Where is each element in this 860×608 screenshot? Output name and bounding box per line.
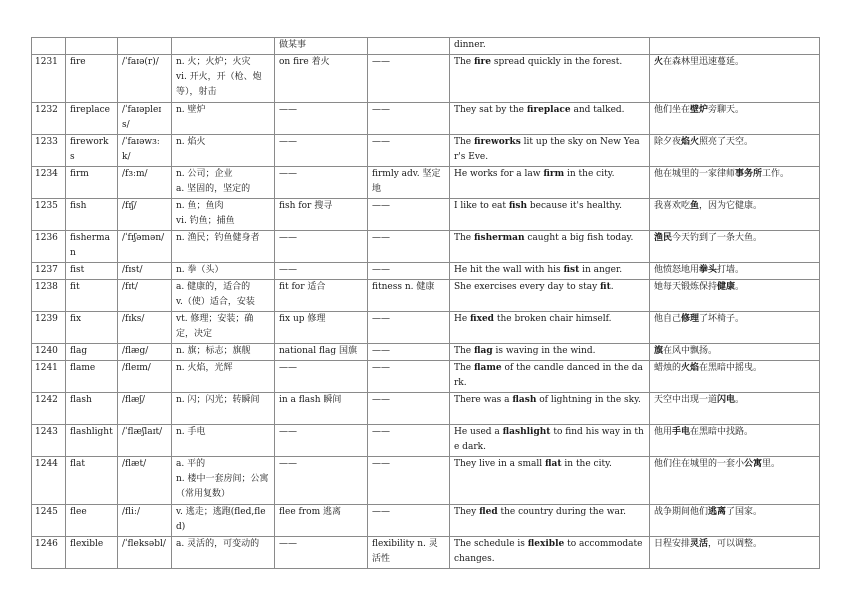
cell-derivative: ——: [368, 135, 450, 167]
cell-phonetic: [118, 38, 172, 55]
cell-phrase: ——: [275, 537, 368, 569]
table-row: [32, 167, 820, 199]
cell-translation: [650, 103, 820, 135]
translation-text: 。: [735, 395, 745, 405]
cell-phrase: flee from 逃离: [275, 505, 368, 537]
cell-example: [450, 231, 650, 263]
cell-definition: a. 平的 n. 楼中一套房间；公寓（常用复数）: [172, 457, 275, 505]
cell-definition: n. 渔民；钓鱼健身者: [172, 231, 275, 263]
translation-text: 在黑暗中摇曳。: [699, 363, 763, 373]
cell-phonetic: /ˈfaɪəpleɪs/: [118, 103, 172, 135]
example-text: The: [454, 363, 474, 373]
cell-derivative: ——: [368, 312, 450, 344]
translation-text: 我喜欢吃: [654, 201, 691, 211]
cell-word: flexible: [66, 537, 118, 569]
table-row: [32, 344, 820, 361]
cell-translation: [650, 457, 820, 505]
cell-phonetic: /ˈfaɪəwɜːk/: [118, 135, 172, 167]
cell-derivative: ——: [368, 103, 450, 135]
translation-text: 。: [735, 282, 745, 292]
cell-word: flashlight: [66, 425, 118, 457]
cell-phonetic: /fleɪm/: [118, 361, 172, 393]
translation-text: 在风中飘扬。: [663, 346, 718, 356]
translation-text: 了坏椅子。: [699, 314, 745, 324]
cell-phrase: ——: [275, 361, 368, 393]
cell-num: 1240: [32, 344, 66, 361]
example-text: He hit the wall with his: [454, 265, 564, 275]
cell-definition: n. 火焰，光辉: [172, 361, 275, 393]
translation-text: 在森林里迅速蔓延。: [663, 57, 745, 67]
cell-num: 1244: [32, 457, 66, 505]
cell-phrase: ——: [275, 167, 368, 199]
cell-word: flame: [66, 361, 118, 393]
translation-text: ，可以调整。: [708, 539, 763, 549]
translation-keyword: 闪电: [717, 395, 736, 405]
table-row: [32, 280, 820, 312]
example-keyword: firm: [543, 169, 565, 179]
example-text: There was a: [454, 395, 513, 405]
example-keyword: flash: [512, 395, 537, 405]
cell-word: flash: [66, 393, 118, 425]
table-row: [32, 103, 820, 135]
cell-num: 1239: [32, 312, 66, 344]
example-text: the country during the war.: [497, 507, 627, 517]
cell-definition: a. 健康的，适合的 v.（使）适合，安装: [172, 280, 275, 312]
example-text: is waving in the wind.: [492, 346, 596, 356]
cell-translation: [650, 361, 820, 393]
cell-definition: n. 壁炉: [172, 103, 275, 135]
table-row: [32, 135, 820, 167]
cell-definition: n. 闪；闪光；转瞬间: [172, 393, 275, 425]
cell-definition: n. 火；火炉；火灾 vi. 开火，开（枪、炮等），射击: [172, 55, 275, 103]
cell-derivative: ——: [368, 425, 450, 457]
cell-definition: a. 灵活的，可变动的: [172, 537, 275, 569]
example-keyword: fish: [508, 201, 528, 211]
cell-example: [450, 280, 650, 312]
cell-phrase: in a flash 瞬间: [275, 393, 368, 425]
translation-keyword: 渔民: [654, 233, 673, 243]
cell-derivative: ——: [368, 344, 450, 361]
cell-word: firm: [66, 167, 118, 199]
vocabulary-table-body: [32, 38, 820, 569]
example-text: to accommodate changes.: [454, 539, 643, 564]
translation-text: 工作。: [762, 169, 790, 179]
cell-word: fireworks: [66, 135, 118, 167]
example-keyword: fled: [479, 507, 498, 517]
cell-example: [450, 55, 650, 103]
cell-phonetic: /flæg/: [118, 344, 172, 361]
cell-num: 1241: [32, 361, 66, 393]
example-text: and talked.: [570, 105, 625, 115]
cell-word: fist: [66, 263, 118, 280]
cell-translation: [650, 199, 820, 231]
example-text: The: [454, 346, 474, 356]
translation-keyword: 事务所: [735, 169, 763, 179]
cell-derivative: ——: [368, 505, 450, 537]
translation-text: 她每天锻炼保持: [654, 282, 718, 292]
example-text: The: [454, 57, 474, 67]
translation-text: 里。: [762, 459, 781, 469]
table-row: [32, 55, 820, 103]
example-keyword: fixed: [470, 314, 494, 324]
cell-translation: [650, 505, 820, 537]
example-keyword: flame: [474, 363, 502, 373]
cell-phonetic: /fɪʃ/: [118, 199, 172, 231]
example-keyword: flat: [545, 459, 562, 469]
example-text: She exercises every day to stay: [454, 282, 601, 292]
translation-keyword: 公寓: [744, 459, 763, 469]
cell-phonetic: /fɪt/: [118, 280, 172, 312]
table-row: [32, 393, 820, 425]
cell-translation: [650, 425, 820, 457]
example-text: He: [454, 314, 471, 324]
cell-word: fit: [66, 280, 118, 312]
cell-phrase: ——: [275, 135, 368, 167]
table-row: [32, 231, 820, 263]
table-row: [32, 425, 820, 457]
translation-text: 除夕夜: [654, 137, 682, 147]
cell-definition: [172, 38, 275, 55]
table-row: [32, 199, 820, 231]
translation-keyword: 火焰: [681, 363, 700, 373]
cell-phonetic: /fɪst/: [118, 263, 172, 280]
cell-definition: n. 鱼；鱼肉 vi. 钓鱼；捕鱼: [172, 199, 275, 231]
cell-phrase: ——: [275, 103, 368, 135]
cell-example: [450, 425, 650, 457]
cell-phrase: fix up 修理: [275, 312, 368, 344]
example-text: the broken chair himself.: [493, 314, 612, 324]
translation-text: 战争期间他们: [654, 507, 709, 517]
translation-text: 今天钓到了一条大鱼。: [672, 233, 763, 243]
cell-translation: [650, 312, 820, 344]
cell-num: 1236: [32, 231, 66, 263]
cell-definition: vt. 修理；安装；确定，决定: [172, 312, 275, 344]
cell-derivative: flexibility n. 灵活性: [368, 537, 450, 569]
cell-translation: [650, 280, 820, 312]
translation-text: 天空中出现一道: [654, 395, 718, 405]
cell-example: [450, 312, 650, 344]
cell-example: [450, 505, 650, 537]
cell-translation: [650, 231, 820, 263]
cell-num: 1234: [32, 167, 66, 199]
translation-keyword: 旗: [654, 346, 664, 356]
cell-phonetic: /ˈfɪʃəmən/: [118, 231, 172, 263]
vocabulary-table: [31, 37, 820, 569]
translation-keyword: 壁炉: [690, 105, 709, 115]
cell-phrase: ——: [275, 263, 368, 280]
cell-num: 1232: [32, 103, 66, 135]
cell-derivative: fitness n. 健康: [368, 280, 450, 312]
example-text: .: [610, 282, 614, 292]
translation-text: 照亮了天空。: [699, 137, 754, 147]
cell-phonetic: /ˈflæʃlaɪt/: [118, 425, 172, 457]
example-keyword: fit: [600, 282, 611, 292]
cell-phrase: national flag 国旗: [275, 344, 368, 361]
table-row-continued: [32, 38, 820, 55]
cell-derivative: ——: [368, 199, 450, 231]
translation-keyword: 健康: [717, 282, 736, 292]
cell-phrase: ——: [275, 457, 368, 505]
translation-keyword: 逃离: [708, 507, 727, 517]
translation-keyword: 修理: [681, 314, 700, 324]
cell-phonetic: /fɪks/: [118, 312, 172, 344]
example-text: in the city.: [561, 459, 612, 469]
cell-translation: [650, 344, 820, 361]
cell-word: fix: [66, 312, 118, 344]
cell-derivative: ——: [368, 55, 450, 103]
cell-example: [450, 167, 650, 199]
example-keyword: fist: [563, 265, 580, 275]
cell-definition: v. 逃走；逃跑(fled,fled): [172, 505, 275, 537]
cell-example: [450, 199, 650, 231]
translation-keyword: 灵活: [690, 539, 709, 549]
example-keyword: fireworks: [474, 137, 521, 147]
cell-word: [66, 38, 118, 55]
cell-example: [450, 393, 650, 425]
translation-text: 他自己: [654, 314, 682, 324]
cell-translation: [650, 55, 820, 103]
example-text: lit up the sky on New Year's Eve.: [454, 137, 640, 162]
translation-keyword: 拳头: [699, 265, 718, 275]
cell-num: 1245: [32, 505, 66, 537]
example-text: They sat by the: [454, 105, 527, 115]
cell-phonetic: /fɜːm/: [118, 167, 172, 199]
table-row: [32, 537, 820, 569]
table-row: [32, 361, 820, 393]
translation-text: 在黑暗中找路。: [690, 427, 754, 437]
cell-example: [450, 103, 650, 135]
example-keyword: fireplace: [526, 105, 571, 115]
table-row: [32, 263, 820, 280]
translation-text: 他们住在城里的一套小: [654, 459, 745, 469]
cell-example: [450, 361, 650, 393]
translation-keyword: 手电: [672, 427, 691, 437]
translation-text: 他愤怒地用: [654, 265, 700, 275]
example-text: in the city.: [564, 169, 615, 179]
cell-example: [450, 263, 650, 280]
cell-phonetic: /flæt/: [118, 457, 172, 505]
translation-text: 他用: [654, 427, 673, 437]
cell-derivative: firmly adv. 坚定地: [368, 167, 450, 199]
cell-word: fire: [66, 55, 118, 103]
example-keyword: fire: [474, 57, 492, 67]
cell-definition: n. 焰火: [172, 135, 275, 167]
cell-translation: [650, 38, 820, 55]
translation-text: 旁聊天。: [708, 105, 745, 115]
example-text: The: [454, 233, 474, 243]
cell-phonetic: /flæʃ/: [118, 393, 172, 425]
example-keyword: fisherman: [474, 233, 525, 243]
example-text: He works for a law: [454, 169, 544, 179]
cell-num: 1233: [32, 135, 66, 167]
cell-phonetic: /ˈfaɪə(r)/: [118, 55, 172, 103]
cell-phrase: ——: [275, 425, 368, 457]
cell-phrase: fish for 搜寻: [275, 199, 368, 231]
cell-derivative: ——: [368, 361, 450, 393]
cell-definition: n. 公司；企业 a. 坚固的，坚定的: [172, 167, 275, 199]
cell-derivative: ——: [368, 231, 450, 263]
cell-example: dinner.: [450, 38, 650, 55]
example-text: I like to eat: [454, 201, 509, 211]
cell-translation: [650, 135, 820, 167]
cell-derivative: ——: [368, 263, 450, 280]
example-keyword: flag: [474, 346, 493, 356]
example-text: to find his way in the dark.: [454, 427, 644, 452]
example-text: He used a: [454, 427, 503, 437]
table-row: [32, 312, 820, 344]
translation-text: 他们坐在: [654, 105, 691, 115]
cell-num: 1235: [32, 199, 66, 231]
cell-word: flat: [66, 457, 118, 505]
example-text: They live in a small: [454, 459, 545, 469]
cell-example: [450, 344, 650, 361]
cell-translation: [650, 167, 820, 199]
cell-derivative: ——: [368, 393, 450, 425]
table-row: [32, 457, 820, 505]
cell-derivative: ——: [368, 457, 450, 505]
example-text: spread quickly in the forest.: [491, 57, 623, 67]
translation-text: 蜡烛的: [654, 363, 682, 373]
cell-word: fish: [66, 199, 118, 231]
example-text: in anger.: [579, 265, 623, 275]
cell-translation: [650, 393, 820, 425]
cell-word: fireplace: [66, 103, 118, 135]
cell-word: flee: [66, 505, 118, 537]
example-text: The: [454, 137, 474, 147]
cell-phrase: ——: [275, 231, 368, 263]
example-text: because it's healthy.: [527, 201, 622, 211]
cell-translation: [650, 537, 820, 569]
cell-num: 1231: [32, 55, 66, 103]
cell-example: [450, 135, 650, 167]
translation-text: 他在城里的一家律师: [654, 169, 736, 179]
translation-text: 了国家。: [726, 507, 763, 517]
translation-keyword: 焰火: [681, 137, 700, 147]
translation-keyword: 火: [654, 57, 664, 67]
cell-num: 1238: [32, 280, 66, 312]
cell-phonetic: /ˈfleksəbl/: [118, 537, 172, 569]
translation-text: 打墙。: [717, 265, 745, 275]
cell-example: [450, 457, 650, 505]
example-text: of the candle danced in the dark.: [454, 363, 643, 388]
cell-definition: n. 拳（头）: [172, 263, 275, 280]
cell-num: 1242: [32, 393, 66, 425]
cell-phonetic: /fliː/: [118, 505, 172, 537]
cell-word: flag: [66, 344, 118, 361]
cell-example: [450, 537, 650, 569]
example-keyword: flexible: [527, 539, 565, 549]
cell-num: 1243: [32, 425, 66, 457]
cell-definition: n. 旗；标志；旗舰: [172, 344, 275, 361]
translation-text: ，因为它健康。: [699, 201, 763, 211]
cell-num: 1237: [32, 263, 66, 280]
example-text: of lightning in the sky.: [536, 395, 641, 405]
cell-derivative: [368, 38, 450, 55]
translation-keyword: 鱼: [690, 201, 700, 211]
cell-translation: [650, 263, 820, 280]
cell-definition: n. 手电: [172, 425, 275, 457]
example-text: caught a big fish today.: [524, 233, 634, 243]
cell-word: fisherman: [66, 231, 118, 263]
example-keyword: flashlight: [502, 427, 551, 437]
cell-num: 1246: [32, 537, 66, 569]
example-text: The schedule is: [454, 539, 528, 549]
cell-num: [32, 38, 66, 55]
translation-text: 日程安排: [654, 539, 691, 549]
cell-phrase: on fire 着火: [275, 55, 368, 103]
cell-phrase: fit for 适合: [275, 280, 368, 312]
example-text: They: [454, 507, 480, 517]
table-row: [32, 505, 820, 537]
cell-phrase: 做某事: [275, 38, 368, 55]
